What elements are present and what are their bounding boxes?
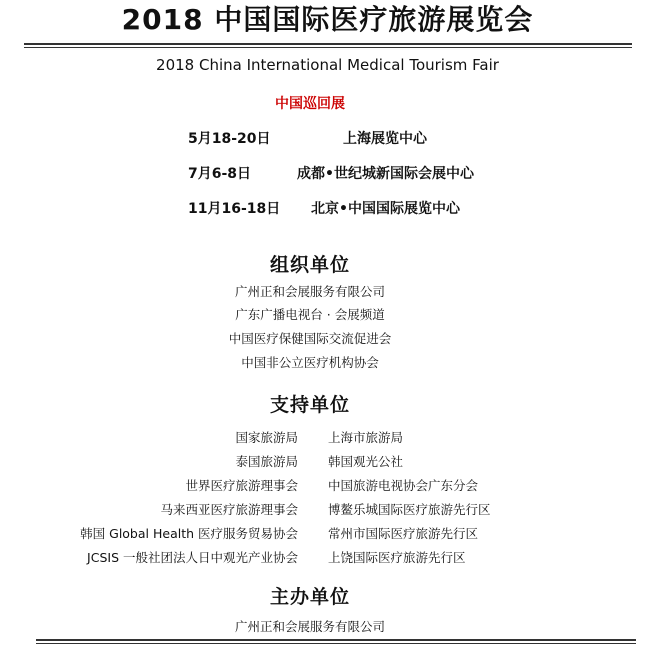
tour-venue: 上海展览中心	[343, 131, 427, 147]
supporter-left: 世界医疗旅游理事会	[185, 478, 298, 493]
supporter-left: JCSIS 一般社团法人日中观光产业协会	[87, 550, 298, 565]
hosts-heading: 主办单位	[269, 586, 350, 608]
supporter-row	[0, 478, 655, 496]
supporter-right: 常州市国际医疗旅游先行区	[328, 526, 479, 541]
supporter-row	[0, 550, 655, 568]
supporters-heading: 支持单位	[269, 394, 350, 416]
supporter-right: 中国旅游电视协会广东分会	[328, 478, 479, 493]
supporter-row	[0, 454, 655, 472]
page-title: 2018 中国国际医疗旅游展览会	[121, 3, 534, 36]
supporter-row	[0, 430, 655, 448]
organizers-heading: 组织单位	[269, 254, 350, 276]
tour-stop-shanghai	[0, 129, 655, 149]
organizer-item: 中国医疗保健国际交流促进会	[228, 331, 392, 346]
supporter-right: 韩国观光公社	[328, 454, 404, 469]
english-subtitle: 2018 China International Medical Tourism Fair	[156, 56, 499, 74]
supporter-row	[0, 502, 655, 520]
host-item: 广州正和会展服务有限公司	[234, 619, 385, 634]
tour-venue: 北京•中国国际展览中心	[311, 201, 460, 217]
tour-heading: 中国巡回展	[275, 96, 345, 112]
tour-stop-chengdu	[0, 164, 655, 184]
organizer-item: 中国非公立医疗机构协会	[241, 355, 379, 370]
tour-venue: 成都•世纪城新国际会展中心	[297, 166, 474, 182]
organizer-item: 广东广播电视台 · 会展频道	[235, 307, 385, 322]
supporter-right: 上饶国际医疗旅游先行区	[328, 550, 466, 565]
organizer-item: 广州正和会展服务有限公司	[234, 284, 385, 299]
supporter-right: 博鳌乐城国际医疗旅游先行区	[328, 502, 491, 517]
tour-date: 7月6-8日	[188, 166, 252, 182]
tour-date: 11月16-18日	[188, 201, 281, 217]
tour-date: 5月18-20日	[188, 131, 271, 147]
supporter-left: 泰国旅游局	[235, 454, 298, 469]
supporter-left: 马来西亚医疗旅游理事会	[160, 502, 298, 517]
supporter-right: 上海市旅游局	[328, 430, 404, 445]
supporter-left: 韩国 Global Health 医疗服务贸易协会	[80, 526, 298, 541]
tour-stop-beijing	[0, 199, 655, 219]
supporter-row	[0, 526, 655, 544]
supporter-left: 国家旅游局	[235, 430, 298, 445]
